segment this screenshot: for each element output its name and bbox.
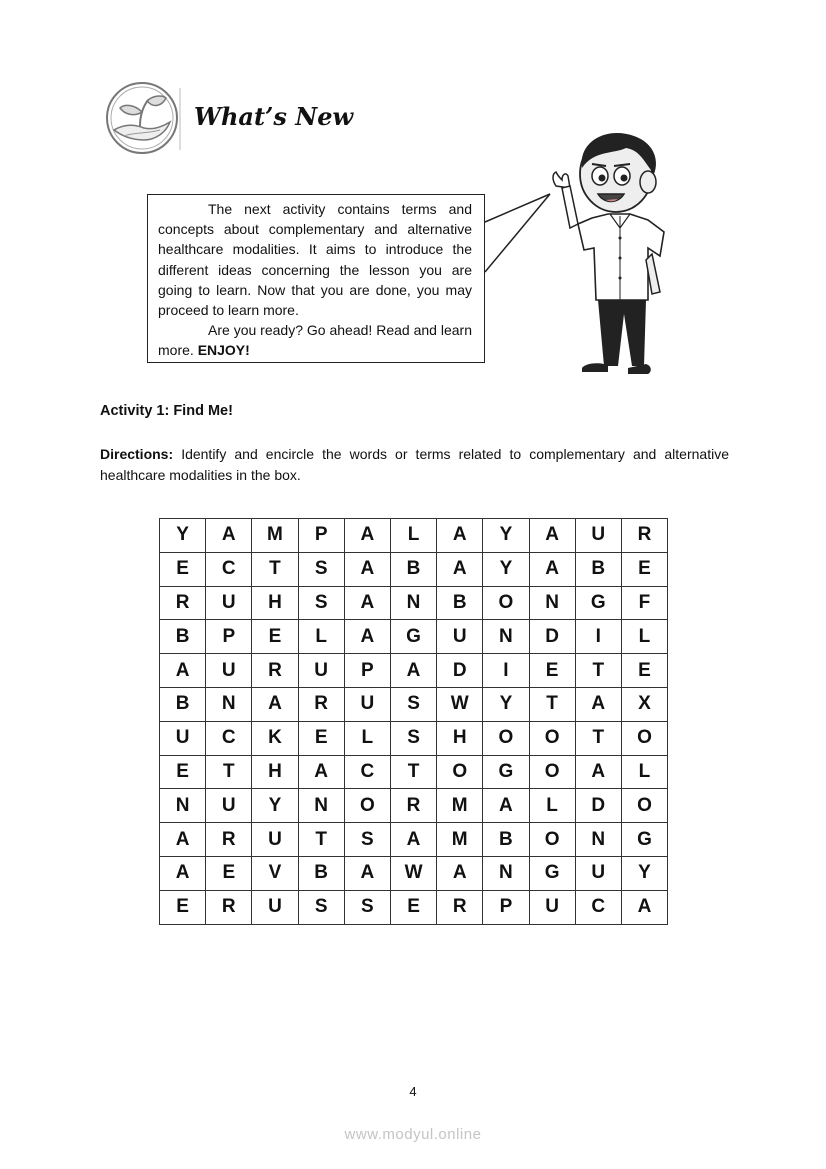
grid-letter-cell[interactable]: O [437, 755, 483, 789]
grid-letter-cell[interactable]: A [344, 856, 390, 890]
grid-letter-cell[interactable]: N [390, 586, 436, 620]
grid-letter-cell[interactable]: A [529, 552, 575, 586]
grid-letter-cell[interactable]: O [529, 721, 575, 755]
grid-letter-cell[interactable]: L [529, 789, 575, 823]
grid-letter-cell[interactable]: G [529, 856, 575, 890]
grid-letter-cell[interactable]: S [390, 721, 436, 755]
grid-letter-cell[interactable]: A [160, 856, 206, 890]
grid-letter-cell[interactable]: O [483, 721, 529, 755]
grid-letter-cell[interactable]: C [206, 552, 252, 586]
activity-title: Activity 1: Find Me! [100, 403, 233, 419]
grid-letter-cell[interactable]: S [344, 823, 390, 857]
grid-letter-cell[interactable]: U [529, 890, 575, 924]
grid-letter-cell[interactable]: U [575, 519, 621, 553]
grid-letter-cell[interactable]: Y [621, 856, 667, 890]
grid-letter-cell[interactable]: C [575, 890, 621, 924]
grid-row [160, 755, 668, 789]
grid-letter-cell[interactable]: A [298, 755, 344, 789]
section-title: What’s New [194, 102, 354, 131]
grid-letter-cell[interactable]: U [252, 823, 298, 857]
grid-letter-cell[interactable]: W [390, 856, 436, 890]
grid-letter-cell[interactable]: U [252, 890, 298, 924]
grid-letter-cell[interactable]: T [575, 654, 621, 688]
page-number: 4 [409, 1084, 417, 1099]
grid-letter-cell[interactable]: V [252, 856, 298, 890]
grid-letter-cell[interactable]: S [390, 687, 436, 721]
grid-letter-cell[interactable]: T [529, 687, 575, 721]
grid-letter-cell[interactable]: Y [483, 687, 529, 721]
grid-letter-cell[interactable]: N [483, 620, 529, 654]
grid-letter-cell[interactable]: L [344, 721, 390, 755]
grid-letter-cell[interactable]: S [298, 586, 344, 620]
grid-letter-cell[interactable]: P [298, 519, 344, 553]
grid-letter-cell[interactable]: E [160, 890, 206, 924]
grid-letter-cell[interactable]: E [160, 755, 206, 789]
grid-letter-cell[interactable]: N [298, 789, 344, 823]
grid-letter-cell[interactable]: U [437, 620, 483, 654]
grid-letter-cell[interactable]: O [621, 721, 667, 755]
grid-letter-cell[interactable]: M [252, 519, 298, 553]
grid-letter-cell[interactable]: E [390, 890, 436, 924]
grid-letter-cell[interactable]: L [621, 755, 667, 789]
grid-letter-cell[interactable]: A [344, 519, 390, 553]
grid-letter-cell[interactable]: A [483, 789, 529, 823]
directions-label: Directions: [100, 446, 174, 462]
grid-row [160, 586, 668, 620]
grid-letter-cell[interactable]: A [437, 856, 483, 890]
grid-letter-cell[interactable]: A [621, 890, 667, 924]
grid-letter-cell[interactable]: E [529, 654, 575, 688]
grid-letter-cell[interactable]: A [575, 687, 621, 721]
grid-letter-cell[interactable]: A [252, 687, 298, 721]
grid-row [160, 789, 668, 823]
grid-letter-cell[interactable]: F [621, 586, 667, 620]
grid-letter-cell[interactable]: S [298, 552, 344, 586]
grid-row [160, 823, 668, 857]
grid-row [160, 890, 668, 924]
grid-letter-cell[interactable]: M [437, 789, 483, 823]
grid-letter-cell[interactable]: R [298, 687, 344, 721]
encouragement-text: Are you ready? Go ahead! Read and learn more. [158, 322, 472, 359]
grid-letter-cell[interactable]: Y [160, 519, 206, 553]
grid-letter-cell[interactable]: P [344, 654, 390, 688]
grid-letter-cell[interactable]: T [298, 823, 344, 857]
grid-letter-cell[interactable]: T [252, 552, 298, 586]
grid-letter-cell[interactable]: T [206, 755, 252, 789]
grid-letter-cell[interactable]: B [390, 552, 436, 586]
seedling-in-hand-icon [104, 80, 182, 156]
grid-letter-cell[interactable]: U [206, 586, 252, 620]
grid-letter-cell[interactable]: L [621, 620, 667, 654]
directions-text: Identify and encircle the words or terms related to complementary and alternative healthcare modalities in the box. [100, 446, 729, 483]
grid-row [160, 620, 668, 654]
grid-letter-cell[interactable]: L [390, 519, 436, 553]
grid-letter-cell[interactable]: B [160, 687, 206, 721]
grid-letter-cell[interactable]: A [206, 519, 252, 553]
grid-letter-cell[interactable]: N [483, 856, 529, 890]
grid-letter-cell[interactable]: T [575, 721, 621, 755]
grid-letter-cell[interactable]: H [437, 721, 483, 755]
grid-row [160, 519, 668, 553]
grid-letter-cell[interactable]: E [621, 654, 667, 688]
speech-bubble [147, 194, 485, 363]
grid-letter-cell[interactable]: R [252, 654, 298, 688]
grid-letter-cell[interactable]: E [252, 620, 298, 654]
grid-letter-cell[interactable]: U [344, 687, 390, 721]
grid-letter-cell[interactable]: A [437, 552, 483, 586]
grid-letter-cell[interactable]: B [298, 856, 344, 890]
grid-letter-cell[interactable]: O [344, 789, 390, 823]
grid-letter-cell[interactable]: U [206, 789, 252, 823]
grid-letter-cell[interactable]: D [529, 620, 575, 654]
grid-row [160, 687, 668, 721]
grid-letter-cell[interactable]: A [390, 654, 436, 688]
grid-letter-cell[interactable]: R [206, 890, 252, 924]
grid-letter-cell[interactable]: B [437, 586, 483, 620]
grid-letter-cell[interactable]: A [344, 620, 390, 654]
grid-letter-cell[interactable]: U [160, 721, 206, 755]
grid-letter-cell[interactable]: G [390, 620, 436, 654]
grid-letter-cell[interactable]: N [160, 789, 206, 823]
grid-letter-cell[interactable]: D [575, 789, 621, 823]
grid-letter-cell[interactable]: H [252, 586, 298, 620]
grid-letter-cell[interactable]: A [390, 823, 436, 857]
grid-row [160, 654, 668, 688]
grid-letter-cell[interactable]: Y [252, 789, 298, 823]
grid-letter-cell[interactable]: D [437, 654, 483, 688]
grid-letter-cell[interactable]: R [437, 890, 483, 924]
grid-letter-cell[interactable]: B [160, 620, 206, 654]
grid-letter-cell[interactable]: S [298, 890, 344, 924]
grid-letter-cell[interactable]: G [483, 755, 529, 789]
grid-letter-cell[interactable]: U [298, 654, 344, 688]
grid-row [160, 721, 668, 755]
grid-letter-cell[interactable]: I [575, 620, 621, 654]
grid-letter-cell[interactable]: O [621, 789, 667, 823]
grid-letter-cell[interactable]: C [344, 755, 390, 789]
directions [100, 444, 729, 485]
grid-letter-cell[interactable]: E [621, 552, 667, 586]
grid-letter-cell[interactable]: H [252, 755, 298, 789]
grid-letter-cell[interactable]: N [529, 586, 575, 620]
grid-letter-cell[interactable]: R [160, 586, 206, 620]
grid-letter-cell[interactable]: A [344, 586, 390, 620]
grid-letter-cell[interactable]: S [344, 890, 390, 924]
grid-letter-cell[interactable]: E [298, 721, 344, 755]
grid-letter-cell[interactable]: O [483, 586, 529, 620]
grid-letter-cell[interactable]: M [437, 823, 483, 857]
grid-letter-cell[interactable]: Y [483, 519, 529, 553]
grid-letter-cell[interactable]: U [575, 856, 621, 890]
grid-letter-cell[interactable]: G [621, 823, 667, 857]
grid-letter-cell[interactable]: X [621, 687, 667, 721]
grid-letter-cell[interactable]: T [390, 755, 436, 789]
grid-letter-cell[interactable]: A [160, 823, 206, 857]
grid-letter-cell[interactable]: A [529, 519, 575, 553]
grid-letter-cell[interactable]: A [344, 552, 390, 586]
grid-letter-cell[interactable]: O [529, 755, 575, 789]
grid-letter-cell[interactable]: N [206, 687, 252, 721]
grid-letter-cell[interactable]: L [298, 620, 344, 654]
encouragement-paragraph [158, 320, 472, 360]
watermark: www.modyul.online [344, 1126, 482, 1143]
grid-letter-cell[interactable]: E [206, 856, 252, 890]
grid-letter-cell[interactable]: G [575, 586, 621, 620]
speech-bubble-pointer [484, 190, 554, 280]
grid-letter-cell[interactable]: N [575, 823, 621, 857]
cartoon-boy-waving-icon [548, 128, 676, 380]
intro-paragraph: The next activity contains terms and concepts about complementary and alternative healthcare modalities. It aims to introduce the different ideas concerning the lesson you are going to learn. Now that you are done, you may proceed to learn more. [158, 201, 472, 319]
grid-letter-cell[interactable]: W [437, 687, 483, 721]
grid-letter-cell[interactable]: C [206, 721, 252, 755]
grid-letter-cell[interactable]: U [206, 654, 252, 688]
grid-row [160, 856, 668, 890]
grid-letter-cell[interactable]: A [437, 519, 483, 553]
grid-letter-cell[interactable]: A [575, 755, 621, 789]
grid-letter-cell[interactable]: R [621, 519, 667, 553]
grid-row [160, 552, 668, 586]
enjoy-emphasis: ENJOY! [197, 342, 250, 359]
grid-letter-cell[interactable]: A [160, 654, 206, 688]
grid-letter-cell[interactable]: I [483, 654, 529, 688]
grid-letter-cell[interactable]: P [483, 890, 529, 924]
grid-letter-cell[interactable]: K [252, 721, 298, 755]
grid-letter-cell[interactable]: R [390, 789, 436, 823]
grid-letter-cell[interactable]: P [206, 620, 252, 654]
grid-letter-cell[interactable]: Y [483, 552, 529, 586]
word-search-grid [159, 518, 668, 925]
grid-letter-cell[interactable]: R [206, 823, 252, 857]
grid-letter-cell[interactable]: E [160, 552, 206, 586]
grid-letter-cell[interactable]: B [483, 823, 529, 857]
grid-letter-cell[interactable]: O [529, 823, 575, 857]
grid-letter-cell[interactable]: B [575, 552, 621, 586]
